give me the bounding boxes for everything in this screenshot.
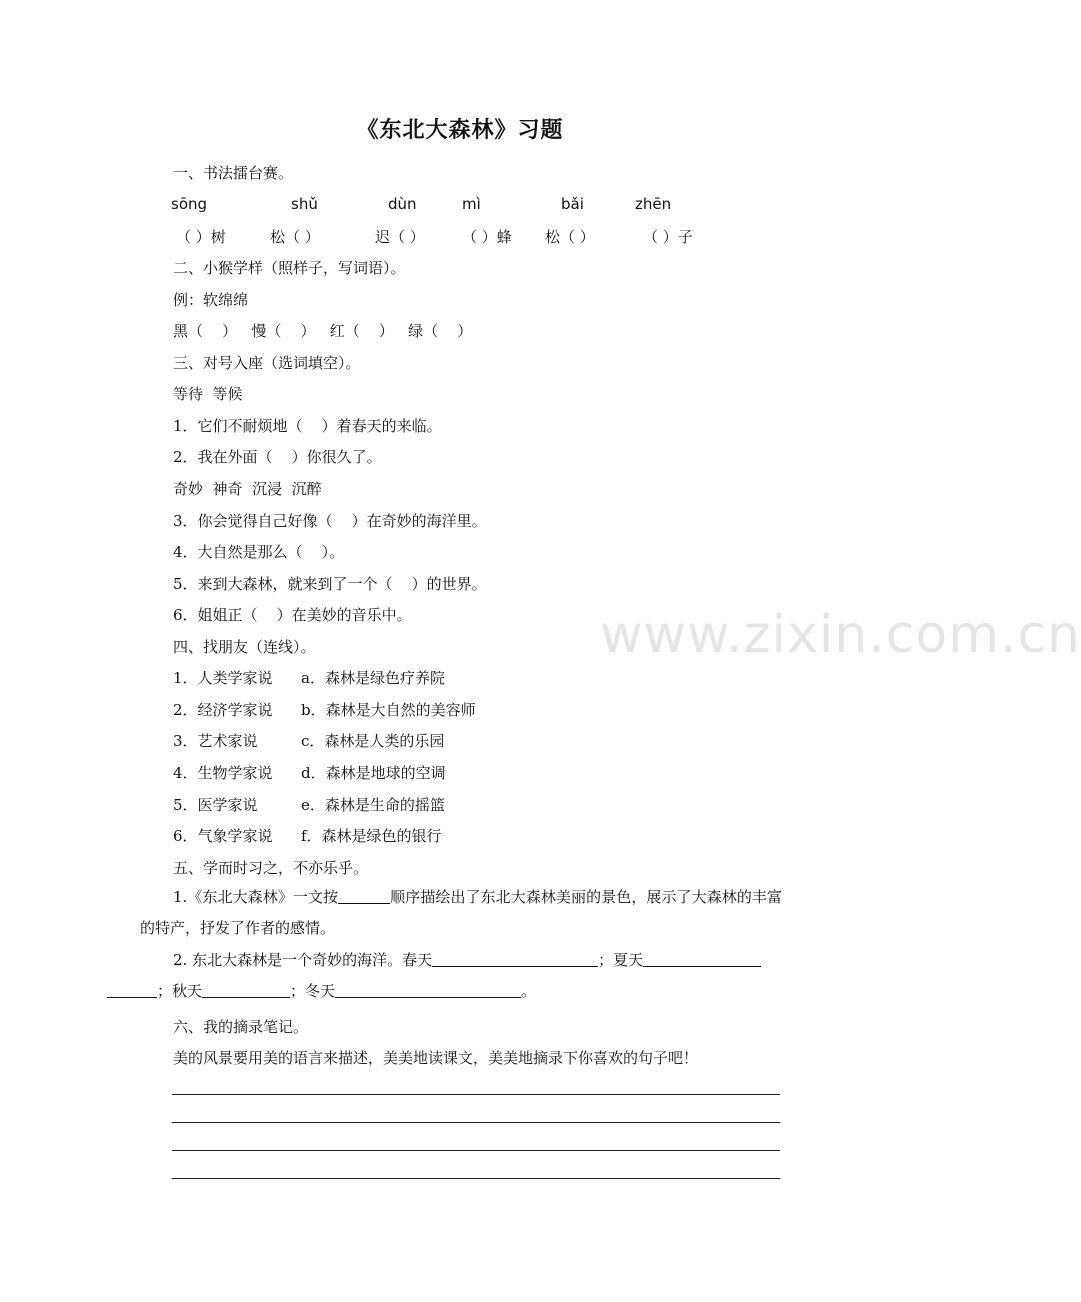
writing-line[interactable]	[172, 1094, 780, 1095]
answer-blank[interactable]	[202, 982, 290, 998]
match-left-2[interactable]: 2．经济学家说	[173, 701, 273, 719]
word-bank-1: 等待 等候	[173, 385, 243, 403]
match-right-c[interactable]: c．森林是人类的乐园	[301, 732, 445, 750]
writing-line[interactable]	[172, 1122, 780, 1123]
writing-line[interactable]	[172, 1178, 780, 1179]
pinyin-2: shǔ	[291, 195, 318, 213]
match-left-4[interactable]: 4．生物学家说	[173, 764, 273, 782]
pinyin-5: bǎi	[561, 195, 584, 213]
section1-heading: 一、书法擂台赛。	[173, 164, 294, 182]
match-left-5[interactable]: 5．医学家说	[173, 796, 258, 814]
question-3-5: 5．来到大森林，就来到了一个（ ）的世界。	[173, 575, 487, 593]
question-3-4: 4．大自然是那么（ ）。	[173, 543, 345, 561]
answer-blank[interactable]	[643, 951, 761, 967]
match-right-d[interactable]: d．森林是地球的空调	[301, 764, 446, 782]
char-item-4: （ ）蜂	[462, 228, 512, 246]
q5-2-text-a: 2. 东北大森林是一个奇妙的海洋。春天	[173, 951, 433, 969]
q5-2-text-e: 。	[521, 982, 537, 1000]
section3-heading: 三、对号入座（选词填空）。	[173, 354, 361, 372]
page-title: 《东北大森林》习题	[356, 117, 564, 143]
watermark: www.zixin.com.cn	[600, 605, 1081, 665]
question-3-1: 1．它们不耐烦地（ ）着春天的来临。	[173, 417, 442, 435]
section2-heading: 二、小猴学样（照样子，写词语）。	[173, 259, 406, 277]
section4-heading: 四、找朋友（连线）。	[173, 638, 316, 656]
answer-blank[interactable]	[107, 982, 157, 998]
char-item-6: （ ）子	[643, 228, 693, 246]
answer-blank[interactable]	[432, 951, 598, 967]
q5-1-text-a: 1.《东北大森林》一文按	[173, 888, 339, 906]
match-right-b[interactable]: b．森林是大自然的美容师	[301, 701, 476, 719]
q5-2-text-b: ；夏天	[598, 951, 644, 969]
q5-2-text-d: ；冬天	[290, 982, 336, 1000]
writing-line[interactable]	[172, 1150, 780, 1151]
match-left-3[interactable]: 3．艺术家说	[173, 732, 258, 750]
word-bank-2: 奇妙 神奇 沉浸 沉醉	[173, 480, 322, 498]
question-5-1	[140, 882, 782, 944]
section2-items: 黑（ ） 慢（ ） 红（ ） 绿（ ）	[173, 322, 473, 340]
match-left-1[interactable]: 1．人类学家说	[173, 669, 273, 687]
pinyin-6: zhēn	[635, 195, 672, 213]
match-left-6[interactable]: 6．气象学家说	[173, 827, 273, 845]
answer-blank[interactable]	[338, 888, 390, 904]
q5-1-text-b: 顺序描绘出了东北大森林美丽的景色，展示了大森林的丰富的特产，抒发了作者的感情。	[140, 888, 782, 937]
question-3-3: 3．你会觉得自己好像（ ）在奇妙的海洋里。	[173, 512, 487, 530]
match-right-a[interactable]: a．森林是绿色疗养院	[301, 669, 445, 687]
char-item-3: 迟（ ）	[375, 228, 425, 246]
match-right-f[interactable]: f．森林是绿色的银行	[301, 827, 442, 845]
pinyin-3: dùn	[388, 195, 417, 213]
section2-example: 例：软绵绵	[173, 291, 249, 309]
q5-2-text-c: ；秋天	[157, 982, 203, 1000]
section6-instruction: 美的风景要用美的语言来描述，美美地读课文，美美地摘录下你喜欢的句子吧！	[173, 1049, 699, 1067]
pinyin-4: mì	[462, 195, 481, 213]
char-item-1: （ ）树	[176, 228, 226, 246]
section5-heading: 五、学而时习之，不亦乐乎。	[173, 859, 369, 877]
section6-heading: 六、我的摘录笔记。	[173, 1018, 309, 1036]
question-3-2: 2．我在外面（ ）你很久了。	[173, 448, 382, 466]
answer-blank[interactable]	[335, 982, 521, 998]
char-item-5: 松（ ）	[545, 228, 595, 246]
question-3-6: 6．姐姐正（ ）在美妙的音乐中。	[173, 606, 412, 624]
match-right-e[interactable]: e．森林是生命的摇篮	[301, 796, 445, 814]
char-item-2: 松（ ）	[270, 228, 320, 246]
pinyin-1: sōng	[171, 195, 208, 213]
question-5-2	[140, 945, 782, 1007]
